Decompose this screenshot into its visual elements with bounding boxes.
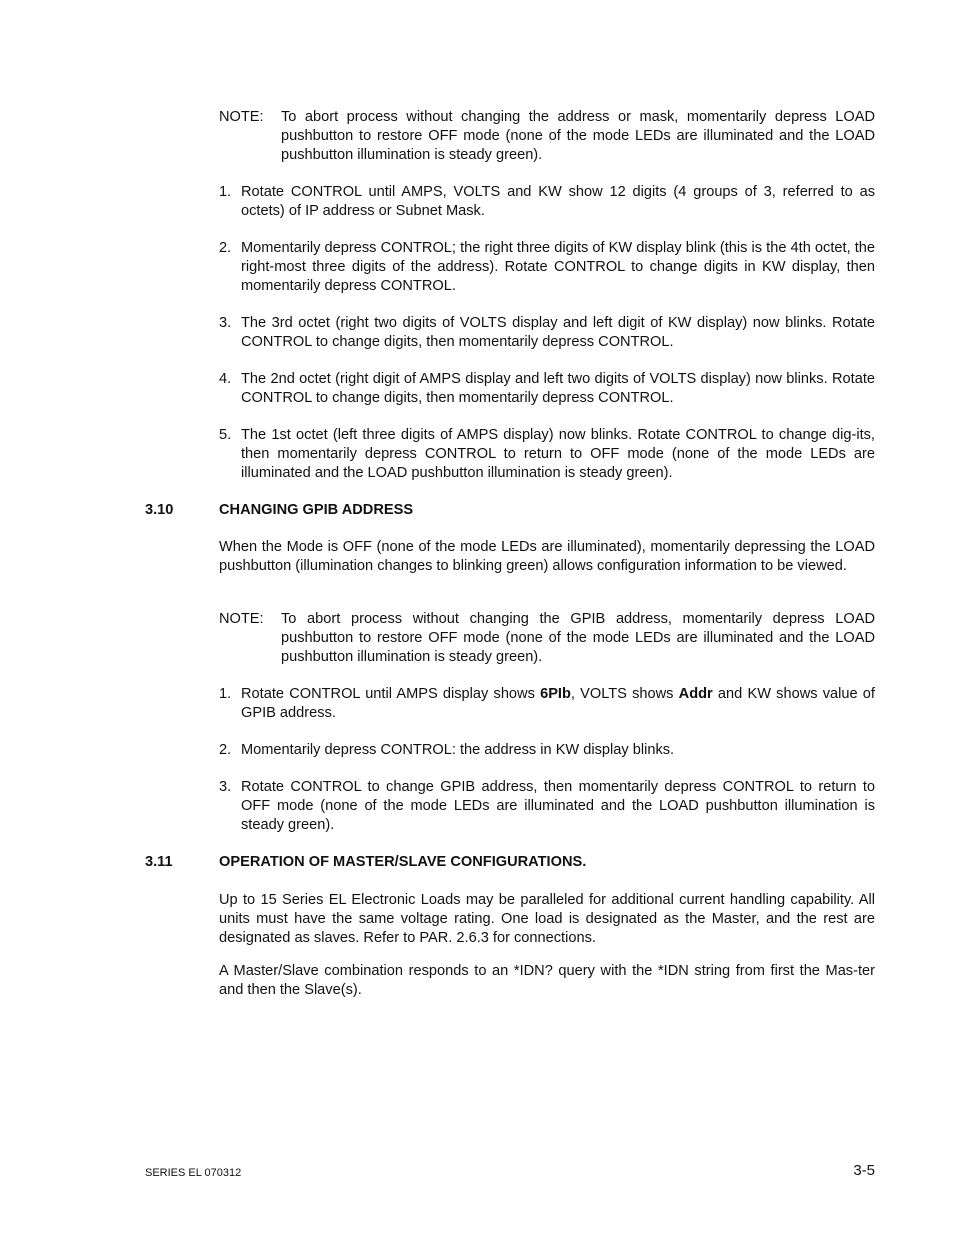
step-text: The 3rd octet (right two digits of VOLTS display and left digit of KW display) now blinks. Rotate CONTROL to change digits, then momentarily depress CONTROL.	[241, 315, 875, 350]
note-label: NOTE:	[219, 611, 264, 627]
step-text: Rotate CONTROL until AMPS, VOLTS and KW show 12 digits (4 groups of 3, referred to as octets) of IP address or Subnet Mask.	[241, 184, 875, 219]
note-label: NOTE:	[219, 109, 264, 125]
step-text: The 2nd octet (right digit of AMPS display and left two digits of VOLTS display) now blinks. Rotate CONTROL to change digits, then momentarily depress CONTROL.	[241, 371, 875, 406]
step-number: 3.	[219, 779, 232, 795]
step-number: 5.	[219, 427, 232, 443]
step-text: Momentarily depress CONTROL: the address in KW display blinks.	[241, 742, 675, 758]
note-text: To abort process without changing the GPIB address, momentarily depress LOAD pushbutton to restore OFF mode (none of the mode LEDs are illuminated and the LOAD pushbutton illumination is steady green).	[281, 611, 875, 665]
step-number: 2.	[219, 742, 232, 758]
step-number: 2.	[219, 240, 232, 256]
step-number: 1.	[219, 686, 232, 702]
paragraph: A Master/Slave combination responds to an *IDN? query with the *IDN string from first the Mas-ter and then the Slave(s).	[219, 963, 875, 998]
volts-display-value: Addr	[678, 686, 713, 702]
step-number: 1.	[219, 184, 232, 200]
step-text: Rotate CONTROL until AMPS display shows 6PIb, VOLTS shows Addr and KW shows value of GPIB address.	[241, 686, 875, 721]
step-text: Rotate CONTROL to change GPIB address, then momentarily depress CONTROL to return to OFF mode (none of the mode LEDs are illuminated and the LOAD pushbutton illumination is steady green).	[241, 779, 875, 833]
step-text: Momentarily depress CONTROL; the right three digits of KW display blink (this is the 4th octet, the right-most three digits of the address). Rotate CONTROL to change digits in KW display, then momentarily depress CONTROL.	[241, 240, 875, 294]
amps-display-value: 6PIb	[540, 686, 571, 702]
step-number: 3.	[219, 315, 232, 331]
section-intro: When the Mode is OFF (none of the mode LEDs are illuminated), momentarily depressing the LOAD pushbutton (illumination changes to blinking green) allows configuration information to be viewed.	[219, 539, 875, 574]
section-number: 3.11	[145, 854, 173, 870]
step-number: 4.	[219, 371, 232, 387]
section-number: 3.10	[145, 502, 174, 518]
paragraph: Up to 15 Series EL Electronic Loads may be paralleled for additional current handling capability. All units must have the same voltage rating. One load is designated as the Master, and the rest are designated as slaves. Refer to PAR. 2.6.3 for connections.	[219, 892, 875, 946]
page-number: 3-5	[853, 1162, 875, 1179]
footer-document-id: SERIES EL 070312	[145, 1167, 242, 1179]
section-title: CHANGING GPIB ADDRESS	[219, 502, 414, 518]
section-title: OPERATION OF MASTER/SLAVE CONFIGURATIONS.	[219, 854, 587, 870]
note-text: To abort process without changing the address or mask, momentarily depress LOAD pushbutton to restore OFF mode (none of the mode LEDs are illuminated and the LOAD pushbutton illumination is steady green).	[281, 109, 875, 163]
step-text: The 1st octet (left three digits of AMPS display) now blinks. Rotate CONTROL to change dig-its, then momentarily depress CONTROL to return to OFF mode (none of the mode LEDs are illuminated and the LOAD pushbutton illumination is steady green).	[241, 427, 875, 481]
